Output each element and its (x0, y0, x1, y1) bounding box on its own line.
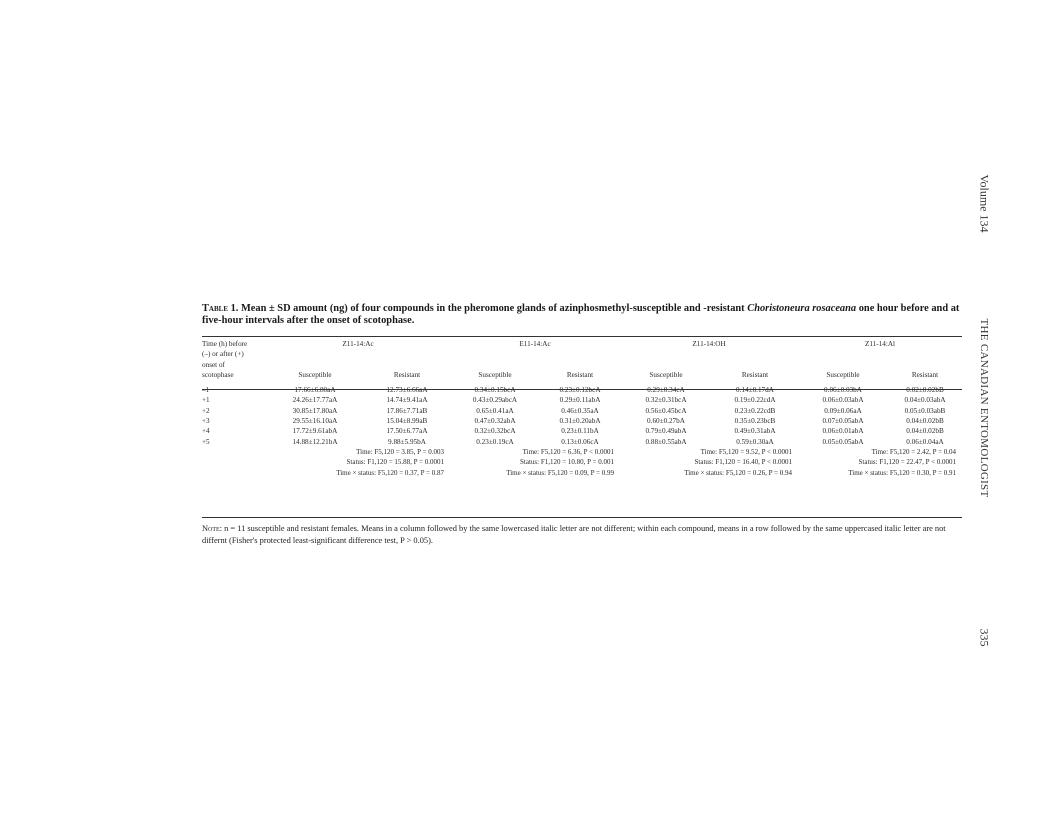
value-cell: 0.29±0.11abA (559, 396, 601, 405)
time-label-line-3: onset of (202, 360, 225, 369)
stat-label: Time × status: (684, 468, 725, 477)
value-cell: 9.88±5.95bA (388, 437, 426, 446)
table-label: Table 1. (202, 303, 239, 314)
value-cell: 0.60±0.27bA (647, 417, 685, 426)
stat-cell (620, 468, 798, 478)
value-cell: 0.05±0.03abB (904, 406, 946, 415)
stat-value: F1,120 = 15.88, P = 0.0001 (367, 458, 444, 467)
time-cell: +3 (202, 417, 210, 426)
value-cell: 12.73±6.66aA (386, 386, 428, 395)
stat-cell (266, 468, 450, 478)
value-cell: 0.65±0.41aA (476, 406, 514, 415)
table-row (202, 385, 962, 395)
subheader-susceptible: Susceptible (649, 370, 683, 379)
stat-cell (266, 457, 450, 467)
value-cell: 14.74±9.41aA (386, 396, 428, 405)
value-cell: 17.50±6.77aA (386, 427, 428, 436)
compound-name: Z11-14:Al (864, 340, 896, 348)
stat-cell (620, 457, 798, 467)
note-text: n = 11 susceptible and resistant females. Means in a column followed by the same lowercased italic letter are not different; within each compound, means in a row followed by the same uppercased italic letter are not differnt (Fisher's protected least-significant difference test, P > 0.05). (202, 524, 946, 545)
species-name: Choristoneura rosaceana (747, 303, 857, 314)
value-cell: 0.19±0.22cdA (734, 396, 776, 405)
table-top-rule (202, 336, 962, 337)
stat-value: F5,120 = 3.85, P = 0.003 (374, 447, 444, 456)
table-note (202, 523, 962, 547)
stat-row-status (202, 457, 962, 467)
value-cell: 0.04±0.03abA (904, 396, 946, 405)
value-cell: 0.29±0.34cA (647, 386, 685, 395)
stat-label: Time: (356, 447, 373, 456)
table-row (202, 437, 962, 447)
stat-value: F1,120 = 16.40, P < 0.0001 (715, 458, 792, 467)
value-cell: 0.14±0.17dA (736, 386, 774, 395)
time-label-line-2: (–) or after (+) (202, 350, 244, 359)
stat-cell (450, 447, 620, 457)
value-cell: 0.02±0.02bB (906, 386, 944, 395)
time-label-line-1: Time (h) before (202, 340, 248, 348)
stat-value: F5,120 = 2.42, P = 0.04 (889, 447, 957, 456)
subheader-susceptible: Susceptible (298, 370, 332, 379)
time-cell: –1 (202, 386, 210, 395)
note-label: Note: (202, 524, 223, 533)
table-row (202, 416, 962, 426)
value-cell: 0.23±0.22cdB (734, 406, 776, 415)
value-cell: 0.06±0.03bA (824, 386, 862, 395)
value-cell: 0.88±0.55abA (645, 437, 687, 446)
subheader-resistant: Resistant (566, 370, 594, 379)
page-number: 335 (977, 628, 992, 647)
header-row-1 (202, 339, 962, 349)
stat-row-interaction (202, 468, 962, 478)
stat-cell (798, 457, 962, 467)
value-cell: 0.32±0.32bcA (474, 427, 516, 436)
value-cell: 14.88±12.21bA (292, 437, 338, 446)
value-cell: 17.66±6.80aA (294, 386, 336, 395)
value-cell: 0.34±0.15bcA (474, 386, 516, 395)
header-row-4 (202, 370, 962, 380)
stat-row-time (202, 447, 962, 457)
table-caption (202, 303, 962, 327)
value-cell: 0.06±0.01abA (822, 427, 864, 436)
stat-value: F1,120 = 10.80, P = 0.001 (540, 458, 614, 467)
stat-label: Time × status: (506, 468, 547, 477)
value-cell: 0.43±0.29abcA (472, 396, 518, 405)
subheader-susceptible: Susceptible (478, 370, 512, 379)
value-cell: 0.79±0.49abA (645, 427, 687, 436)
value-cell: 0.46±0.35aA (561, 406, 599, 415)
stat-value: F1,120 = 22.47, P < 0.0001 (879, 458, 957, 467)
stat-cell (798, 447, 962, 457)
value-cell: 17.86±7.71aB (386, 406, 428, 415)
value-cell: 0.47±0.32abA (474, 417, 516, 426)
compound-header-3 (620, 339, 798, 349)
value-cell: 0.31±0.20abA (559, 417, 601, 426)
stat-label: Status: (858, 458, 878, 467)
subheader-resistant: Resistant (911, 370, 939, 379)
stat-cell (798, 468, 962, 478)
table-bottom-rule (202, 517, 962, 518)
stat-cell (266, 447, 450, 457)
header-row-2 (202, 349, 962, 359)
caption-text-after: one hour before and at five-hour intervals after the onset of scotophase. (202, 303, 960, 326)
value-cell: 30.85±17.80aA (292, 406, 338, 415)
header-row-3 (202, 360, 962, 370)
caption-text-before: Mean ± SD amount (ng) of four compounds in the pheromone glands of azinphosmethyl-susceptible and -resistant (241, 303, 745, 314)
stat-value: F5,120 = 6.36, P < 0.0001 (540, 447, 614, 456)
time-label-line-4: scotophase (202, 370, 234, 379)
stat-value: F5,120 = 0.30, P = 0.91 (889, 468, 957, 477)
subheader-resistant: Resistant (393, 370, 421, 379)
time-cell: +1 (202, 396, 210, 405)
stat-value: F5,120 = 0.37, P = 0.87 (377, 468, 444, 477)
stat-label: Status: (520, 458, 540, 467)
compound-header-4 (798, 339, 962, 349)
stat-label: Time × status: (336, 468, 377, 477)
value-cell: 0.49±0.31abA (734, 427, 776, 436)
value-cell: 29.55±16.10aA (292, 417, 338, 426)
volume-label: Volume 134 (977, 174, 992, 233)
stat-label: Time: (700, 447, 718, 456)
value-cell: 0.04±0.02bB (906, 427, 944, 436)
table-row (202, 406, 962, 416)
value-cell: 0.59±0.30aA (736, 437, 774, 446)
stat-value: F5,120 = 9.52, P < 0.0001 (718, 447, 792, 456)
value-cell: 0.09±0.06aA (824, 406, 862, 415)
stat-label: Status: (346, 458, 366, 467)
table-row (202, 426, 962, 436)
stat-label: Time × status: (848, 468, 889, 477)
compound-name: Z11-14:Ac (342, 340, 374, 348)
stat-cell (620, 447, 798, 457)
value-cell: 15.04±8.99aB (386, 417, 428, 426)
compound-header-2 (450, 339, 620, 349)
value-cell: 0.56±0.45bcA (645, 406, 687, 415)
value-cell: 17.72±9.61abA (292, 427, 338, 436)
value-cell: 0.23±0.19cA (476, 437, 514, 446)
time-cell: +4 (202, 427, 210, 436)
value-cell: 0.32±0.31bcA (645, 396, 687, 405)
compound-name: E11-14:Ac (519, 340, 551, 348)
stat-label: Time: (871, 447, 889, 456)
value-cell: 0.07±0.05abA (822, 417, 864, 426)
value-cell: 0.23±0.12bcA (559, 386, 601, 395)
value-cell: 0.04±0.02bB (906, 417, 944, 426)
time-cell: +5 (202, 437, 210, 446)
stat-value: F5,120 = 0.09, P = 0.99 (547, 468, 614, 477)
compound-name: Z11-14:OH (692, 340, 726, 348)
time-cell: +2 (202, 406, 210, 415)
stat-value: F5,120 = 0.26, P = 0.94 (725, 468, 792, 477)
journal-title: THE CANADIAN ENTOMOLOGIST (978, 318, 990, 498)
value-cell: 0.06±0.04aA (906, 437, 944, 446)
value-cell: 0.35±0.23bcB (734, 417, 776, 426)
subheader-susceptible: Susceptible (826, 370, 860, 379)
value-cell: 0.23±0.11bA (561, 427, 599, 436)
value-cell: 0.05±0.05abA (822, 437, 864, 446)
stat-cell (450, 457, 620, 467)
table-row (202, 395, 962, 405)
subheader-resistant: Resistant (741, 370, 769, 379)
data-table (202, 339, 962, 478)
stat-label: Status: (694, 458, 714, 467)
value-cell: 24.26±17.77aA (292, 396, 338, 405)
value-cell: 0.06±0.03abA (822, 396, 864, 405)
value-cell: 0.13±0.06cA (561, 437, 599, 446)
compound-header-1 (266, 339, 450, 349)
stat-cell (450, 468, 620, 478)
stat-label: Time: (522, 447, 540, 456)
